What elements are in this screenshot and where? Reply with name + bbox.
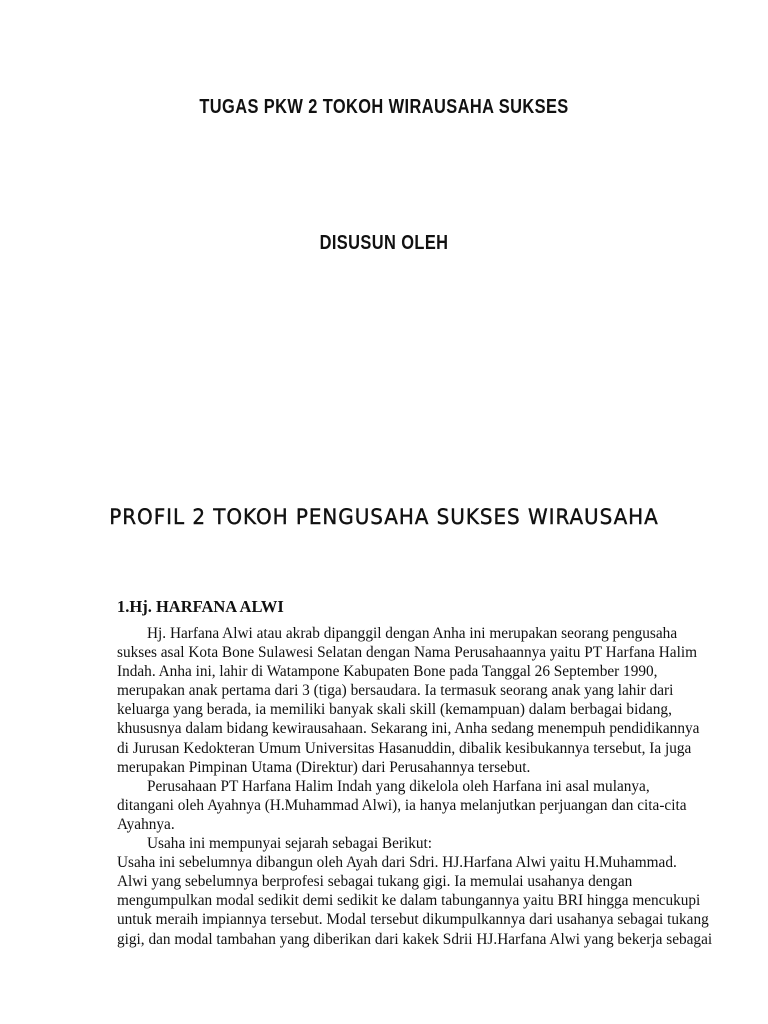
body-text-line: khususnya dalam bidang kewirausahaan. Sekarang ini, Anha sedang menempuh pendidikannya xyxy=(117,720,700,738)
body-text-line: Usaha ini mempunyai sejarah sebagai Berikut: xyxy=(147,835,433,853)
body-text-line: mengumpulkan modal sedikit demi sedikit ke dalam tabungannya yaitu BRI hingga mencukupi xyxy=(117,892,701,910)
body-text-line: Alwi yang sebelumnya berprofesi sebagai tukang gigi. Ia memulai usahanya dengan xyxy=(117,873,633,891)
section-heading: 1.Hj. HARFANA ALWI xyxy=(117,597,284,616)
body-text-line: untuk meraih impiannya tersebut. Modal tersebut dikumpulkannya dari usahanya sebagai tukang xyxy=(117,911,709,929)
body-text-line: Indah. Anha ini, lahir di Watampone Kabupaten Bone pada Tanggal 26 September 1990, xyxy=(117,663,658,681)
body-text-line: Ayahnya. xyxy=(117,815,175,833)
section-subtitle: PROFIL 2 TOKOH PENGUSAHA SUKSES WIRAUSAHA xyxy=(109,505,659,529)
document-title: TUGAS PKW 2 TOKOH WIRAUSAHA SUKSES xyxy=(199,96,569,118)
body-text-line: ditangani oleh Ayahnya (H.Muhammad Alwi), ia hanya melanjutkan perjuangan dan cita-cita xyxy=(117,796,687,814)
author-byline: DISUSUN OLEH xyxy=(319,232,449,254)
section-body xyxy=(117,624,713,949)
body-text-line: Perusahaan PT Harfana Halim Indah yang dikelola oleh Harfana ini asal mulanya, xyxy=(147,777,650,795)
body-text-line: di Jurusan Kedokteran Umum Universitas Hasanuddin, dibalik kesibukannya tersebut, Ia juga xyxy=(117,739,692,757)
body-text-line: merupakan anak pertama dari 3 (tiga) bersaudara. Ia termasuk seorang anak yang lahir dari xyxy=(117,682,674,700)
body-text-line: Usaha ini sebelumnya dibangun oleh Ayah dari Sdri. HJ.Harfana Alwi yaitu H.Muhammad. xyxy=(117,854,677,872)
body-text-line: sukses asal Kota Bone Sulawesi Selatan dengan Nama Perusahaannya yaitu PT Harfana Halim xyxy=(117,644,697,662)
body-text-line: Hj. Harfana Alwi atau akrab dipanggil dengan Anha ini merupakan seorang pengusaha xyxy=(147,625,678,642)
body-text-line: keluarga yang berada, ia memiliki banyak skali skill (kemampuan) dalam berbagai bidang, xyxy=(117,701,672,719)
body-text-line: gigi, dan modal tambahan yang diberikan dari kakek Sdrii HJ.Harfana Alwi yang bekerja sebagai xyxy=(117,930,713,948)
body-text-line: merupakan Pimpinan Utama (Direktur) dari Perusahannya tersebut. xyxy=(117,758,531,776)
